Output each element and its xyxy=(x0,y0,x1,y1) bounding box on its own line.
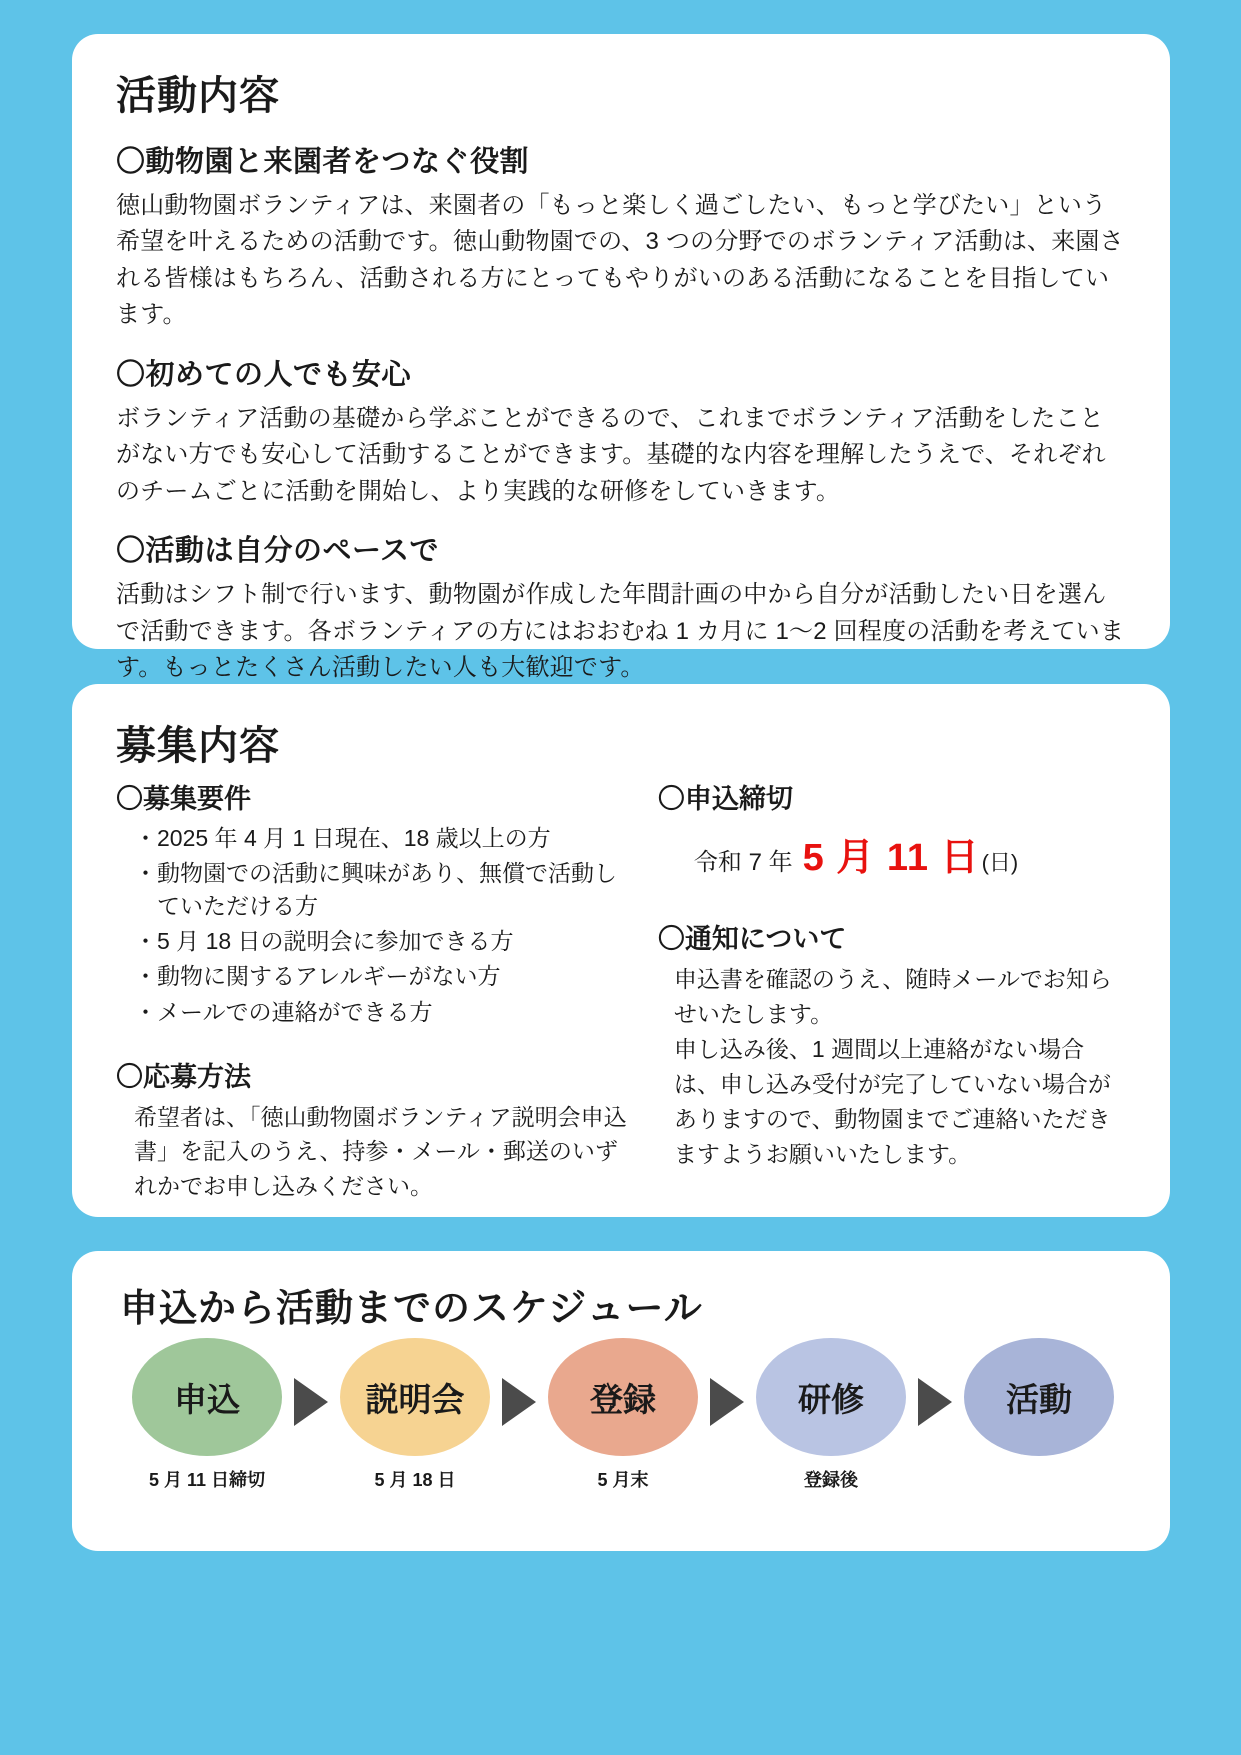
step-label: 登録 xyxy=(590,1380,656,1418)
notice-body-1: 申込書を確認のうえ、随時メールでお知らせいたします。 xyxy=(673,966,1112,1027)
how-to-apply-heading: 〇応募方法 xyxy=(116,1061,251,1092)
notice-heading: 〇通知について xyxy=(657,924,847,954)
activity-body-pace: 活動はシフト制で行います、動物園が作成した年間計画の中から自分が活動したい日を選んで活動できます。各ボランティアの方にはおおむね 1 カ月に 1〜2 回程度の活動を考えています。もっとたくさん活動したい人も大歓迎です。 xyxy=(116,581,1125,682)
step-caption: 5 月 11 日締切 xyxy=(148,1470,266,1490)
activity-body-role: 徳山動物園ボランティアは、来園者の「もっと楽しく過ごしたい、もっと学びたい」という希望を叶えるための活動です。徳山動物園での、3 つの分野でのボランティア活動は、来園される皆様はもちろん、活動される方にとってもやりがいのある活動になることを目指しています。 xyxy=(116,192,1124,329)
requirements-heading: 〇募集要件 xyxy=(116,784,251,814)
activity-card-inner xyxy=(72,34,1170,711)
step-label: 申込 xyxy=(174,1380,240,1418)
step-circle xyxy=(548,1338,698,1456)
recruit-card-inner xyxy=(72,684,1170,1223)
notice-body-2: 申し込み後、1 週間以上連絡がない場合は、申し込み受付が完了していない場合がありますので、動物園までご連絡いただきますようお願いいたします。 xyxy=(673,1035,1111,1167)
page-title: 活動内容 xyxy=(116,74,280,118)
list-item: ・5 月 18 日の説明会に参加できる方 xyxy=(134,928,514,955)
deadline-date: 5 月 11 日 xyxy=(802,837,980,879)
flow-arrow-icon xyxy=(496,1378,542,1426)
activity-card xyxy=(72,34,1170,682)
schedule-title: 申込から活動までのスケジュール xyxy=(120,1288,703,1330)
deadline-heading: 〇申込締切 xyxy=(657,784,793,814)
schedule-step-briefing xyxy=(334,1338,496,1492)
flow-arrow-icon xyxy=(288,1378,334,1426)
list-item: ・動物に関するアレルギーがない方 xyxy=(134,963,501,990)
deadline-day-of-week: (日) xyxy=(981,850,1019,875)
step-circle xyxy=(340,1338,490,1456)
list-item: ・メールでの連絡ができる方 xyxy=(134,998,433,1025)
recruit-title: 募集内容 xyxy=(116,724,280,768)
recruit-columns xyxy=(116,773,1126,1203)
requirements-list xyxy=(116,822,634,1029)
flow-arrow-icon xyxy=(704,1378,750,1426)
flow-arrow-icon xyxy=(912,1378,958,1426)
step-caption: 5 月 18 日 xyxy=(374,1470,456,1490)
schedule-step-activity xyxy=(958,1338,1120,1466)
list-item: ・動物園での活動に興味があり、無償で活動していただける方 xyxy=(134,860,617,920)
schedule-card xyxy=(72,1251,1170,1551)
step-circle xyxy=(756,1338,906,1456)
step-caption: 登録後 xyxy=(804,1470,858,1490)
activity-heading-role: 〇動物園と来園者をつなぐ役割 xyxy=(116,146,530,178)
deadline-prefix: 令和 7 年 xyxy=(693,849,793,876)
schedule-step-apply xyxy=(126,1338,288,1492)
how-to-apply-body: 希望者は、「徳山動物園ボランティア説明会申込書」を記入のうえ、持参・メール・郵送のいずれかでお申し込みください。 xyxy=(134,1103,627,1199)
step-label: 活動 xyxy=(1006,1380,1072,1418)
step-label: 研修 xyxy=(798,1380,864,1418)
schedule-flow xyxy=(126,1338,1126,1492)
step-circle xyxy=(964,1338,1114,1456)
recruit-left-column xyxy=(116,773,634,1203)
activity-body-beginner: ボランティア活動の基礎から学ぶことができるので、これまでボランティア活動をしたことがない方でも安心して活動することができます。基礎的な内容を理解したうえで、それぞれのチームごとに活動を開始し、より実践的な研修をしていきます。 xyxy=(116,404,1106,505)
activity-heading-pace: 〇活動は自分のペースで xyxy=(116,535,440,568)
step-label: 説明会 xyxy=(365,1380,465,1418)
schedule-step-registration xyxy=(542,1338,704,1492)
schedule-step-training xyxy=(750,1338,912,1492)
recruit-right-column xyxy=(658,773,1126,1203)
activity-heading-beginner: 〇初めての人でも安心 xyxy=(116,358,412,391)
list-item: ・2025 年 4 月 1 日現在、18 歳以上の方 xyxy=(134,825,551,851)
deadline-row xyxy=(694,826,1126,881)
step-circle xyxy=(132,1338,282,1456)
schedule-card-inner xyxy=(72,1251,1170,1508)
recruit-card xyxy=(72,684,1170,1217)
step-caption: 5 月末 xyxy=(597,1470,649,1490)
